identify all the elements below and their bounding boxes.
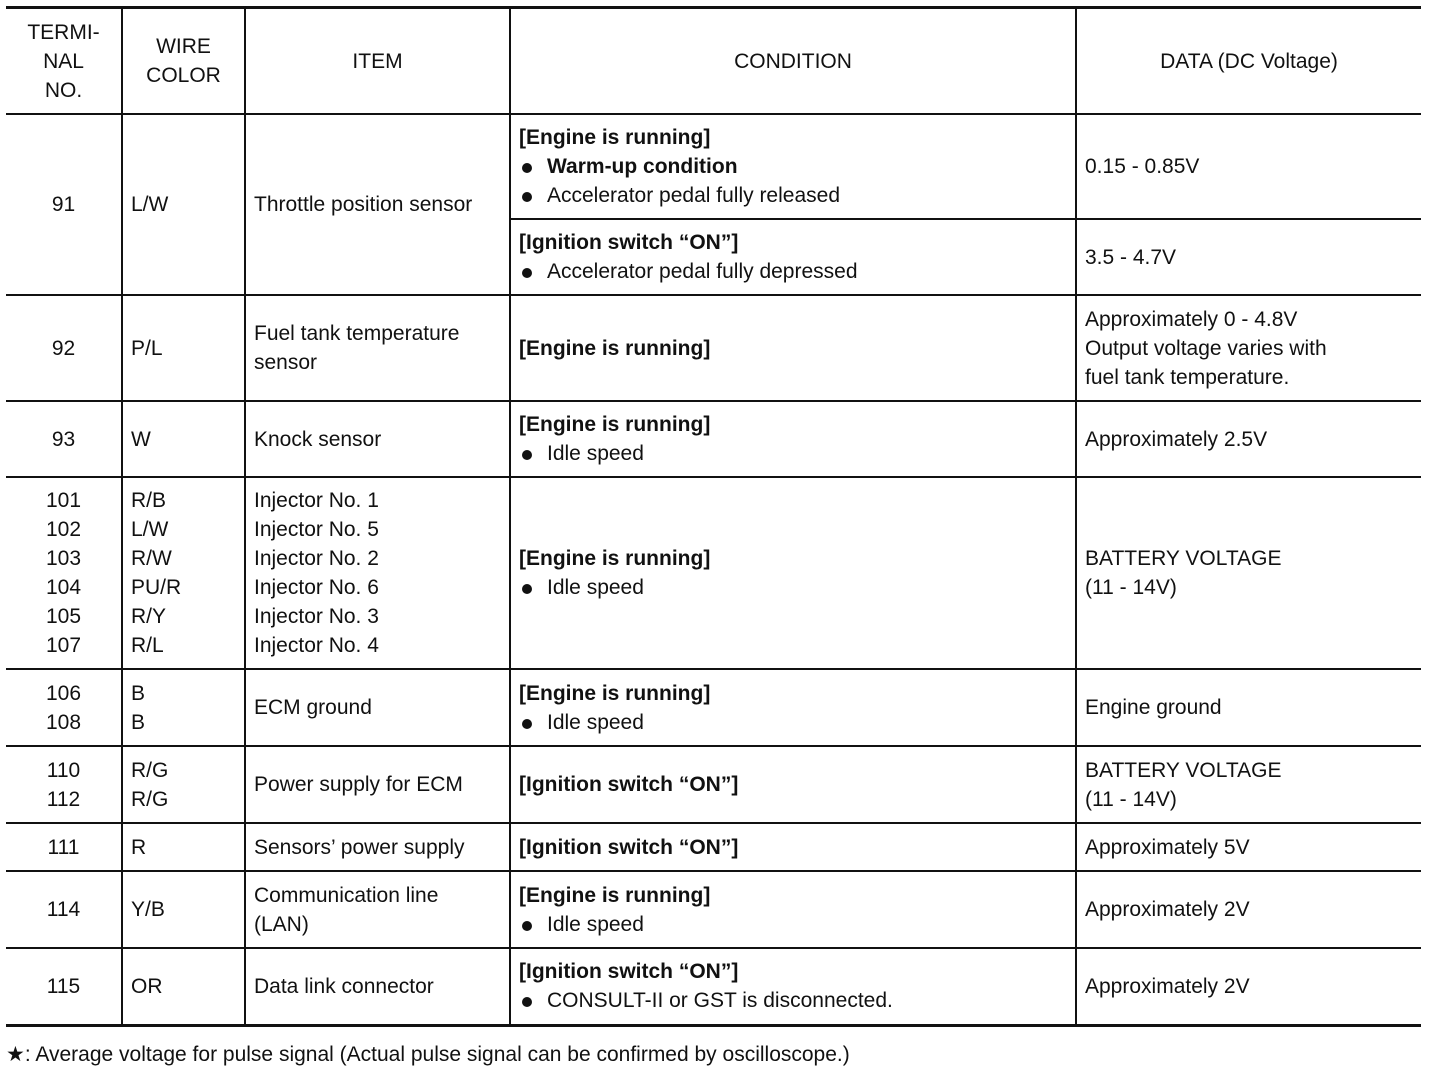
table-row: [6, 746, 1421, 823]
table-row: [6, 295, 1421, 401]
terminal-cell: 115: [6, 948, 122, 1025]
wire-color-cell: R/B L/W R/W PU/R R/Y R/L: [122, 477, 245, 669]
wire-color-cell: B B: [122, 669, 245, 746]
terminal-cell: 110 112: [6, 746, 122, 823]
condition-bullet: Idle speed: [519, 708, 1067, 737]
data-cell: 0.15 - 0.85V: [1076, 114, 1421, 219]
item-cell: Injector No. 1 Injector No. 5 Injector No. 2 Injector No. 6 Injector No. 3 Injector No. 4: [245, 477, 510, 669]
data-cell: BATTERY VOLTAGE (11 - 14V): [1076, 746, 1421, 823]
header-data: DATA (DC Voltage): [1076, 8, 1421, 115]
condition-cell: [Engine is running] Idle speed: [510, 401, 1076, 477]
header-item: ITEM: [245, 8, 510, 115]
data-cell: BATTERY VOLTAGE (11 - 14V): [1076, 477, 1421, 669]
terminal-cell: 111: [6, 823, 122, 871]
header-condition: CONDITION: [510, 8, 1076, 115]
condition-cell: [Engine is running] Idle speed: [510, 669, 1076, 746]
wire-color-cell: L/W: [122, 114, 245, 295]
terminal-cell: 92: [6, 295, 122, 401]
wire-color-cell: Y/B: [122, 871, 245, 948]
item-cell: Power supply for ECM: [245, 746, 510, 823]
data-cell: Approximately 2.5V: [1076, 401, 1421, 477]
condition-cell: [Ignition switch “ON”]: [510, 823, 1076, 871]
condition-bullet: Idle speed: [519, 439, 1067, 468]
condition-bullet: Idle speed: [519, 910, 1067, 939]
item-cell: Knock sensor: [245, 401, 510, 477]
condition-cell: [Engine is running] Idle speed: [510, 871, 1076, 948]
wire-color-cell: P/L: [122, 295, 245, 401]
condition-bullet: Warm-up condition: [519, 152, 1067, 181]
condition-cell: [Ignition switch “ON”] CONSULT-II or GST is disconnected.: [510, 948, 1076, 1025]
data-cell: Approximately 2V: [1076, 948, 1421, 1025]
condition-cell: [Engine is running] Warm-up condition Accelerator pedal fully released: [510, 114, 1076, 219]
condition-cell: [Engine is running]: [510, 295, 1076, 401]
terminal-cell: 114: [6, 871, 122, 948]
condition-bullet: Accelerator pedal fully depressed: [519, 257, 1067, 286]
item-cell: ECM ground: [245, 669, 510, 746]
condition-bullet: Idle speed: [519, 573, 1067, 602]
item-cell: Throttle position sensor: [245, 114, 510, 295]
condition-cell: [Ignition switch “ON”]: [510, 746, 1076, 823]
condition-bullet: CONSULT-II or GST is disconnected.: [519, 986, 1067, 1015]
header-terminal-no: TERMI- NAL NO.: [6, 8, 122, 115]
table-row: [6, 114, 1421, 219]
condition-cell: [Engine is running] Idle speed: [510, 477, 1076, 669]
footnote: ★: Average voltage for pulse signal (Actual pulse signal can be confirmed by oscilloscope.): [6, 1043, 850, 1066]
data-cell: 3.5 - 4.7V: [1076, 219, 1421, 295]
header-wire-color: WIRE COLOR: [122, 8, 245, 115]
table-row: [6, 823, 1421, 871]
condition-cell: [Ignition switch “ON”] Accelerator pedal fully depressed: [510, 219, 1076, 295]
table-row: [6, 477, 1421, 669]
data-cell: Engine ground: [1076, 669, 1421, 746]
condition-bullet: Accelerator pedal fully released: [519, 181, 1067, 210]
table-row: [6, 948, 1421, 1025]
terminal-data-table: [6, 6, 1421, 1027]
data-cell: Approximately 0 - 4.8V Output voltage varies with fuel tank temperature.: [1076, 295, 1421, 401]
table-row: [6, 871, 1421, 948]
wire-color-cell: R/G R/G: [122, 746, 245, 823]
item-cell: Communication line (LAN): [245, 871, 510, 948]
table-row: [6, 669, 1421, 746]
terminal-cell: 93: [6, 401, 122, 477]
item-cell: Sensors’ power supply: [245, 823, 510, 871]
terminal-cell: 101 102 103 104 105 107: [6, 477, 122, 669]
item-cell: Data link connector: [245, 948, 510, 1025]
terminal-cell: 106 108: [6, 669, 122, 746]
wire-color-cell: R: [122, 823, 245, 871]
table-header-row: [6, 8, 1421, 115]
data-cell: Approximately 5V: [1076, 823, 1421, 871]
table-row: [6, 401, 1421, 477]
data-cell: Approximately 2V: [1076, 871, 1421, 948]
wire-color-cell: OR: [122, 948, 245, 1025]
item-cell: Fuel tank temperature sensor: [245, 295, 510, 401]
terminal-cell: 91: [6, 114, 122, 295]
wire-color-cell: W: [122, 401, 245, 477]
